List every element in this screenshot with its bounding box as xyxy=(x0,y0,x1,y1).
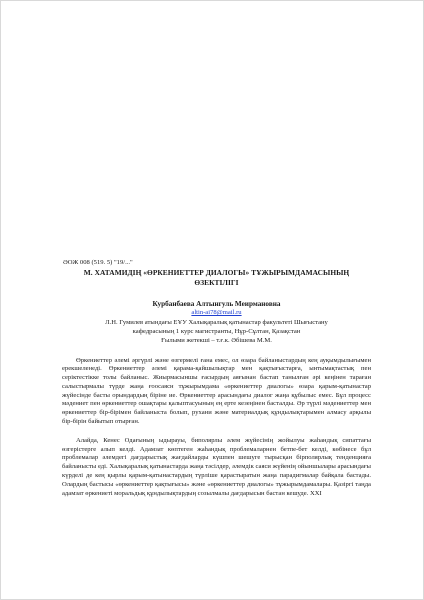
title-line-1: М. ХАТАМИДІҢ «ӨРКЕНИЕТТЕР ДИАЛОГЫ» ТҰЖЫРЫМДАМАСЫНЫҢ xyxy=(83,268,350,277)
article-body xyxy=(62,259,371,498)
udc-code: ӘОЖ 008 (519. 5) "19/..." xyxy=(63,259,133,266)
article-title xyxy=(62,268,371,287)
body-paragraph-2: Алайда, Кенес Одағының ыдырауы, биполярлы әлем жүйесінің жойылуы жаһандық сипаттағы өзгерістерге алып келді. Адамзат көптеген жаһандық проблемаларнен бетпе-бет келді, көбінесе бұл проблемалар әлемдегі дағдарыстық жағдайларды күшпен шешуге тырысқан бірполярлық тенденцияға байланысты еді. Халықаралық қатынастарда жаңа тәсілдер, әлемдік саяси жүйенің ойыншылары арасындағы күрделі де кең қырлы қарым-қатынастардың түрліше қарастыратын жаңа парадигмалар байқала бастады. Олардың бастысы «өркениеттер қақтығысы» және «өркениеттер диалогы» тұжырымдамалары. Қазіргі таңда адамзат өркениеті моральдық құндылықтардың созылмалы дағдарысын бастан кешуде. XXI xyxy=(62,436,371,497)
author-email-link[interactable]: altin-ai78@mail.ru xyxy=(191,309,242,316)
affiliation-line-2: кафедрасының 1 курс магистранты, Нұр-Сұлтан, Қазақстан xyxy=(132,327,301,335)
title-line-2: ӨЗЕКТІЛІГІ xyxy=(194,277,239,287)
affiliation-line-1: Л.Н. Гумилев атындағы ЕҰУ Халықаралық қатынастар факультеті Шығыстану xyxy=(105,318,328,326)
author-name: Курбанбаева Алтынгуль Меирмановна xyxy=(152,300,281,308)
author-affiliation xyxy=(62,318,371,336)
scientific-advisor: Ғылыми жетекші – т.ғ.к. Әбішева М.М. xyxy=(161,336,272,344)
body-paragraph-1: Өркениеттер әлемі әргүрлі және өзгермелі ғана емес, ол өзара байланыстардың кең ауқымдылығымен ерекшеленеді. Өркениеттер әлемі қарама-қайшылықтар мен қақтығыстарға, ынтымақтастық пен серіктестікке толы байланыс. Жиырмасыншы ғасырдың аяғынан бастап танылған әрі кеңінен тараған салыстырмалы түрде жаңа ғоосаясн тұжырымдама «өркениеттер диалогы» өзара қарым-қатынастар жүйесінде басты орындардың біріне ие. Өркениеттер арасындағы диалог жаңа құбылыс емес. Бұл процесс мәдениет пен өркениеттер ошақтары қалыптасуының ең ерте кезеңінен басталды. Әр түрлі мәдениеттер мен өркениеттер бір-бірімен байланыста болып, рухани және материалдық құндылықтарымен алмасу арқылы бір-бірін байытып отырған. xyxy=(62,356,371,426)
